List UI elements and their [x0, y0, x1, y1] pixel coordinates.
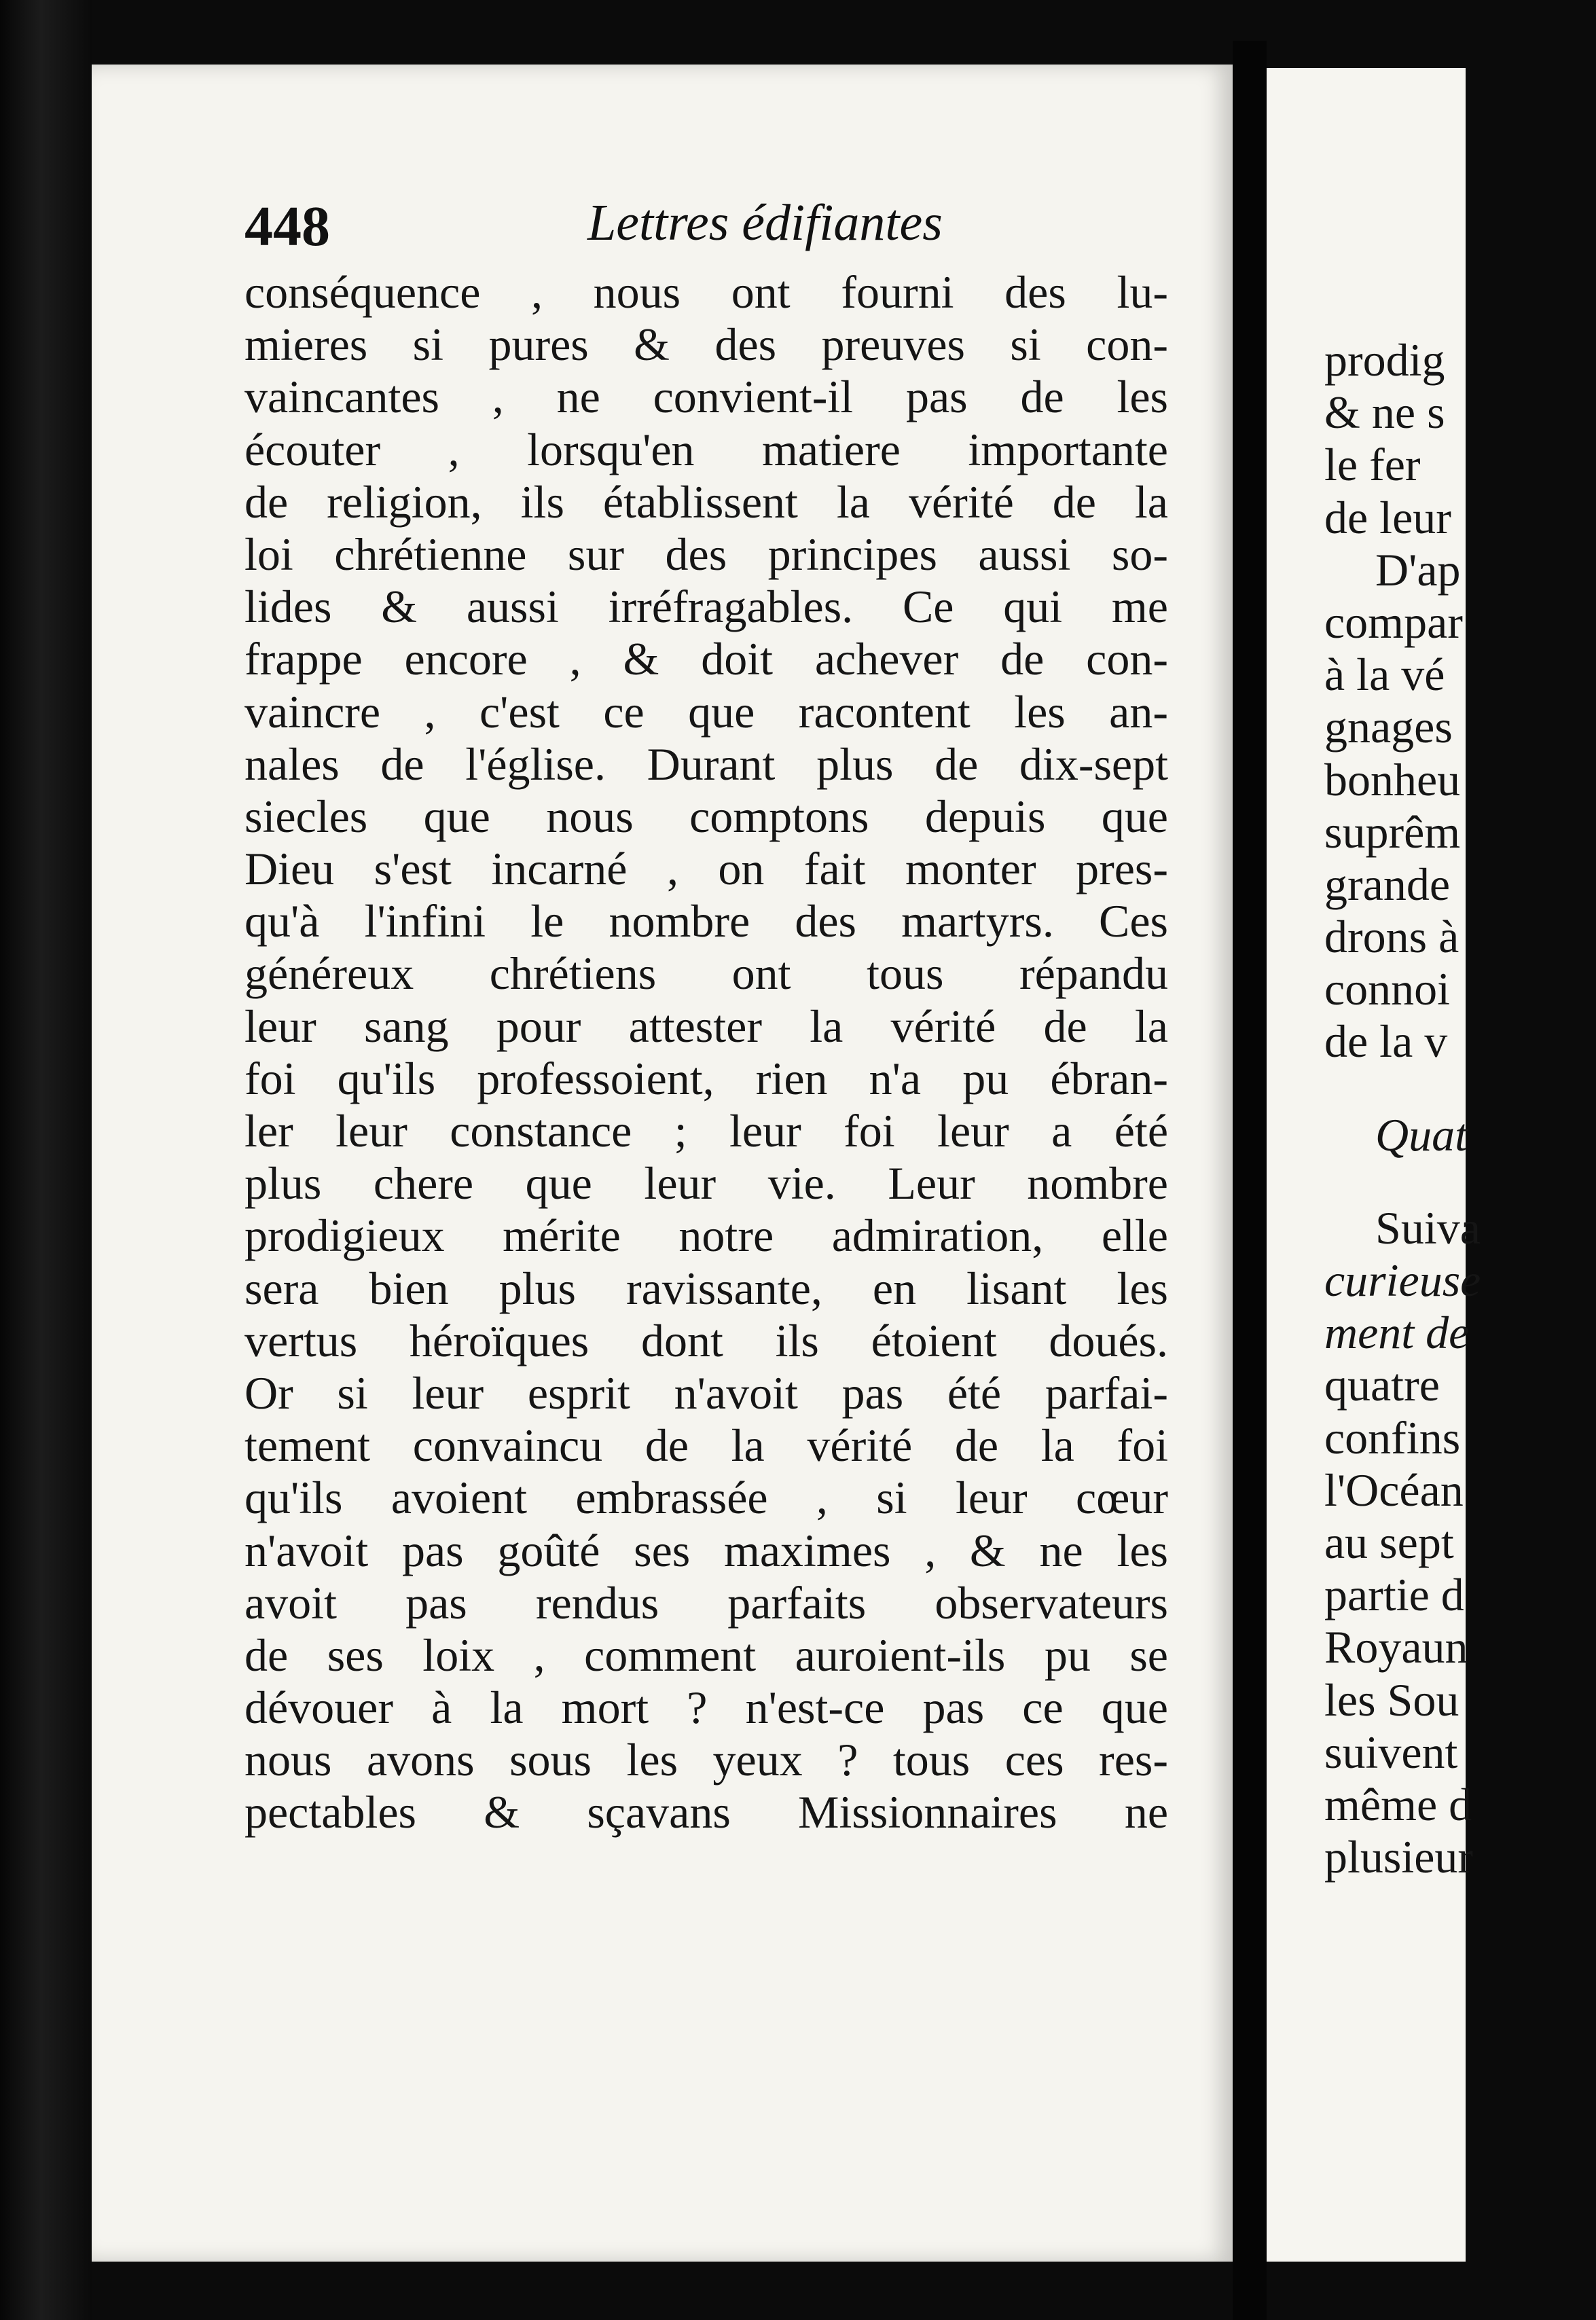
- text-line: suprêm: [1324, 805, 1461, 858]
- text-line: nous avons sous les yeux ? tous ces res-: [244, 1734, 1168, 1786]
- text-line: qu'à l'infini le nombre des martyrs. Ces: [244, 895, 1168, 947]
- text-line: le fer: [1324, 439, 1421, 491]
- text-line: de ses loix , comment auroient-ils pu se: [244, 1629, 1168, 1681]
- text-line: prodigieux mérite notre admiration, elle: [244, 1210, 1168, 1262]
- text-line: partie d: [1324, 1569, 1464, 1621]
- text-line: nales de l'église. Durant plus de dix-sept: [244, 738, 1168, 790]
- text-line: de religion, ils établissent la vérité de la: [244, 475, 1168, 528]
- text-line: vaincantes , ne convient-il pas de les: [244, 371, 1168, 423]
- text-line: ler leur constance ; leur foi leur a été: [244, 1105, 1168, 1157]
- section-heading: Quat: [1375, 1108, 1468, 1161]
- text-line: de leur: [1324, 491, 1451, 543]
- left-page-body: [244, 266, 1168, 1839]
- text-line: même d: [1324, 1778, 1472, 1830]
- text-line: drons à: [1324, 911, 1459, 963]
- text-line: mieres si pures & des preuves si con-: [244, 319, 1168, 371]
- text-line: quatre: [1324, 1359, 1440, 1411]
- text-line: sera bien plus ravissante, en lisant les: [244, 1262, 1168, 1314]
- text-line: dévouer à la mort ? n'est-ce pas ce que: [244, 1682, 1168, 1734]
- text-line: lides & aussi irréfragables. Ce qui me: [244, 581, 1168, 633]
- text-line: & ne s: [1324, 386, 1445, 439]
- book-gutter: [1233, 41, 1267, 2320]
- text-line: grande: [1324, 858, 1451, 910]
- text-line: connoi: [1324, 963, 1451, 1015]
- text-line: Suiva: [1375, 1201, 1481, 1254]
- page-header: [244, 194, 1182, 268]
- text-line: à la vé: [1324, 649, 1445, 701]
- text-line: compar: [1324, 596, 1463, 648]
- text-line: vaincre , c'est ce que racontent les an-: [244, 685, 1168, 738]
- text-line: de la v: [1324, 1015, 1448, 1068]
- text-line: au sept: [1324, 1516, 1454, 1568]
- page-number: 448: [244, 195, 330, 258]
- text-line: n'avoit pas goûté ses maximes , & ne les: [244, 1524, 1168, 1576]
- text-line: ment de: [1324, 1307, 1470, 1359]
- text-line: bonheu: [1324, 753, 1461, 805]
- text-line: Dieu s'est incarné , on fait monter pres-: [244, 843, 1168, 895]
- text-line: les Sou: [1324, 1673, 1459, 1726]
- text-line: D'ap: [1375, 543, 1461, 596]
- text-line: conséquence , nous ont fourni des lu-: [244, 266, 1168, 318]
- book-binding-shadow: [0, 0, 92, 2320]
- text-line: Royaun: [1324, 1621, 1468, 1673]
- text-line: qu'ils avoient embrassée , si leur cœur: [244, 1472, 1168, 1524]
- text-line: plusieur: [1324, 1831, 1474, 1883]
- text-line: avoit pas rendus parfaits observateurs: [244, 1576, 1168, 1629]
- text-line: frappe encore , & doit achever de con-: [244, 633, 1168, 685]
- right-page: [1267, 68, 1481, 2262]
- text-line: curieuse: [1324, 1254, 1481, 1306]
- text-line: gnages: [1324, 701, 1453, 753]
- text-line: vertus héroïques dont ils étoient doués.: [244, 1314, 1168, 1366]
- text-line: plus chere que leur vie. Leur nombre: [244, 1157, 1168, 1210]
- right-page-body: [1324, 334, 1596, 1883]
- text-line: prodig: [1324, 334, 1445, 386]
- running-head: Lettres édifiantes: [587, 194, 943, 251]
- text-line: loi chrétienne sur des principes aussi so-: [244, 528, 1168, 580]
- text-line: siecles que nous comptons depuis que: [244, 790, 1168, 842]
- text-line: généreux chrétiens ont tous répandu: [244, 947, 1168, 1000]
- text-line: confins: [1324, 1411, 1461, 1464]
- text-line: Or si leur esprit n'avoit pas été parfai-: [244, 1366, 1168, 1419]
- text-line: foi qu'ils professoient, rien n'a pu ébran-: [244, 1052, 1168, 1104]
- text-line: leur sang pour attester la vérité de la: [244, 1000, 1168, 1052]
- text-line: pectables & sçavans Missionnaires ne: [244, 1786, 1168, 1838]
- text-line: l'Océan: [1324, 1464, 1464, 1516]
- text-line: suivent: [1324, 1726, 1458, 1778]
- text-line: écouter , lorsqu'en matiere importante: [244, 423, 1168, 475]
- text-line: tement convaincu de la vérité de la foi: [244, 1419, 1168, 1472]
